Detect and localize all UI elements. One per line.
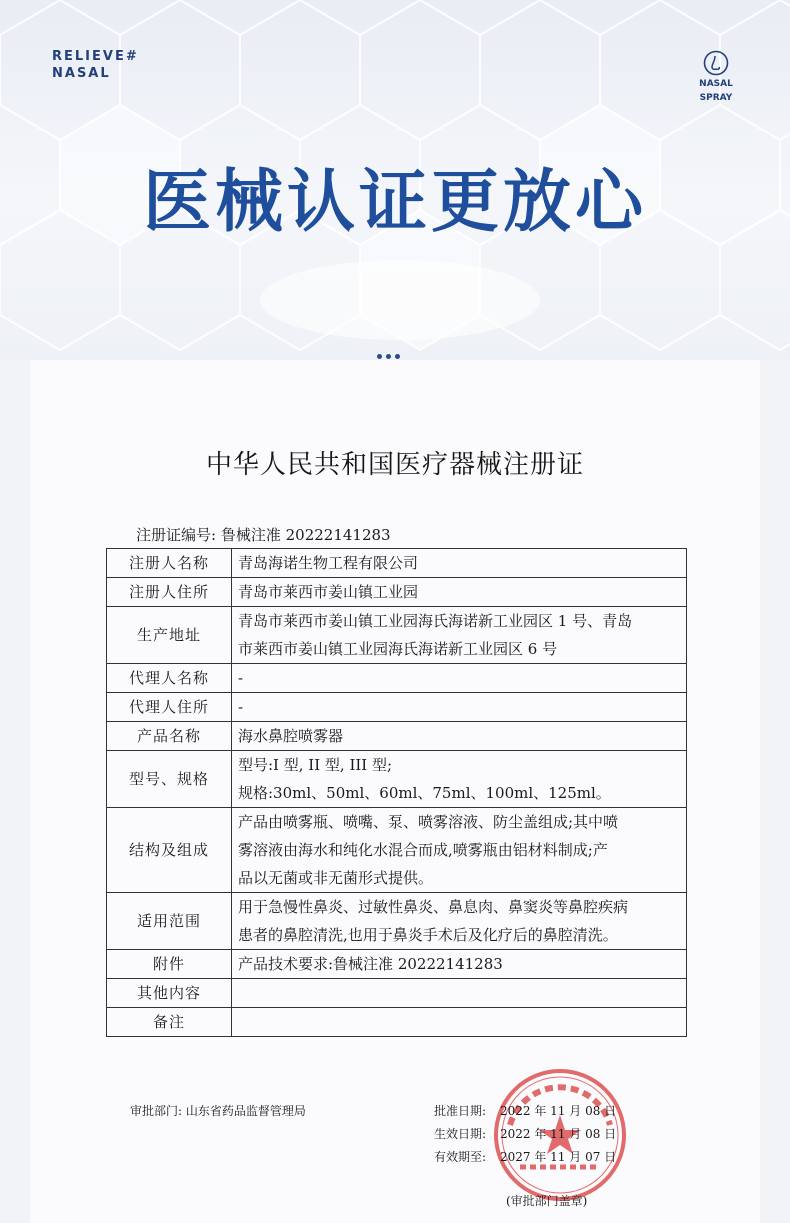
effective-date-row <box>434 1123 616 1146</box>
row-label: 代理人名称 <box>107 664 232 693</box>
registration-number-label: 注册证编号: <box>136 526 217 544</box>
row-value-line: - <box>238 698 244 716</box>
expiry-date-label: 有效期至: <box>434 1150 487 1164</box>
table-row <box>107 664 687 693</box>
table-row <box>107 751 687 808</box>
brand-line-1: RELIEVE# <box>52 49 139 64</box>
row-value <box>232 722 687 751</box>
approval-date-label: 批准日期: <box>434 1104 487 1118</box>
row-value-line: 青岛市莱西市姜山镇工业园 <box>238 583 419 601</box>
row-value-line <box>238 979 680 1007</box>
expiry-date-value: 2027 年 11 月 07 日 <box>500 1150 617 1164</box>
row-value <box>232 549 687 578</box>
expiry-date-row <box>434 1146 616 1169</box>
table-row <box>107 578 687 607</box>
table-row <box>107 549 687 578</box>
table-row <box>107 979 687 1008</box>
row-value-line: 患者的鼻腔清洗,也用于鼻炎手术后及化疗后的鼻腔清洗。 <box>238 926 618 944</box>
approval-date-row <box>434 1100 616 1123</box>
row-value-line: 品以无菌或非无菌形式提供。 <box>238 869 434 887</box>
row-value-line: 雾溶液由海水和纯化水混合而成,喷雾瓶由铝材料制成;产 <box>238 841 608 859</box>
row-label: 附件 <box>107 950 232 979</box>
row-value <box>232 607 687 664</box>
row-value-line: 青岛海诺生物工程有限公司 <box>238 554 419 572</box>
row-value-line: - <box>238 669 244 687</box>
row-value-line: 市莱西市姜山镇工业园海氏海诺新工业园区 6 号 <box>238 640 558 658</box>
row-label: 注册人名称 <box>107 549 232 578</box>
row-label: 生产地址 <box>107 607 232 664</box>
dot-icon <box>377 354 382 359</box>
approval-department-label: 审批部门: <box>130 1104 183 1118</box>
validity-dates <box>434 1100 616 1169</box>
table-row <box>107 607 687 664</box>
registration-number <box>136 524 391 545</box>
row-value-line: 规格:30ml、50ml、60ml、75ml、100ml、125ml。 <box>238 784 611 802</box>
row-label: 注册人住所 <box>107 578 232 607</box>
seal-caption: (审批部门盖章) <box>506 1194 588 1208</box>
row-label: 产品名称 <box>107 722 232 751</box>
row-value <box>232 664 687 693</box>
row-label: 代理人住所 <box>107 693 232 722</box>
brand-line-2: NASAL <box>52 66 111 81</box>
registration-table <box>106 548 687 1037</box>
row-label: 备注 <box>107 1008 232 1037</box>
row-label: 其他内容 <box>107 979 232 1008</box>
row-value <box>232 751 687 808</box>
dot-icon <box>395 354 400 359</box>
pagination-dots <box>377 344 404 360</box>
row-value <box>232 979 687 1008</box>
effective-date-label: 生效日期: <box>434 1127 487 1141</box>
table-row <box>107 808 687 893</box>
row-value <box>232 808 687 893</box>
row-value <box>232 950 687 979</box>
approval-date-value: 2022 年 11 月 08 日 <box>500 1104 617 1118</box>
row-value <box>232 693 687 722</box>
row-value-line: 产品技术要求:鲁械注准 20222141283 <box>238 955 503 973</box>
dot-icon <box>386 354 391 359</box>
row-label: 结构及组成 <box>107 808 232 893</box>
row-value-line: 海水鼻腔喷雾器 <box>238 727 344 745</box>
table-row <box>107 1008 687 1037</box>
row-label: 型号、规格 <box>107 751 232 808</box>
certificate-title: 中华人民共和国医疗器械注册证 <box>205 450 584 480</box>
table-row <box>107 893 687 950</box>
approval-department-value: 山东省药品监督管理局 <box>185 1104 306 1118</box>
nose-icon <box>703 50 729 76</box>
row-value-line: 青岛市莱西市姜山镇工业园海氏海诺新工业园区 1 号、青岛 <box>238 612 633 630</box>
promo-banner <box>0 0 790 360</box>
row-value <box>232 1008 687 1037</box>
table-row <box>107 950 687 979</box>
approval-department <box>130 1102 306 1119</box>
effective-date-value: 2022 年 11 月 08 日 <box>500 1127 617 1141</box>
row-value-line: 产品由喷雾瓶、喷嘴、泵、喷雾溶液、防尘盖组成;其中喷 <box>238 813 619 831</box>
registration-certificate <box>30 360 760 1223</box>
row-value-line: 用于急慢性鼻炎、过敏性鼻炎、鼻息肉、鼻窦炎等鼻腔疾病 <box>238 898 629 916</box>
row-label: 适用范围 <box>107 893 232 950</box>
banner-headline: 医械认证更放心 <box>142 163 647 242</box>
row-value <box>232 578 687 607</box>
logo-text-2: SPRAY <box>699 93 733 103</box>
row-value-line: 型号:I 型, II 型, III 型; <box>238 756 393 774</box>
registration-number-value: 鲁械注准 20222141283 <box>220 526 391 544</box>
row-value <box>232 893 687 950</box>
brand-logo <box>52 48 139 82</box>
nasal-spray-logo <box>696 50 736 104</box>
row-value-line <box>238 1008 680 1036</box>
table-row <box>107 693 687 722</box>
logo-text-1: NASAL <box>699 79 733 89</box>
table-row <box>107 722 687 751</box>
